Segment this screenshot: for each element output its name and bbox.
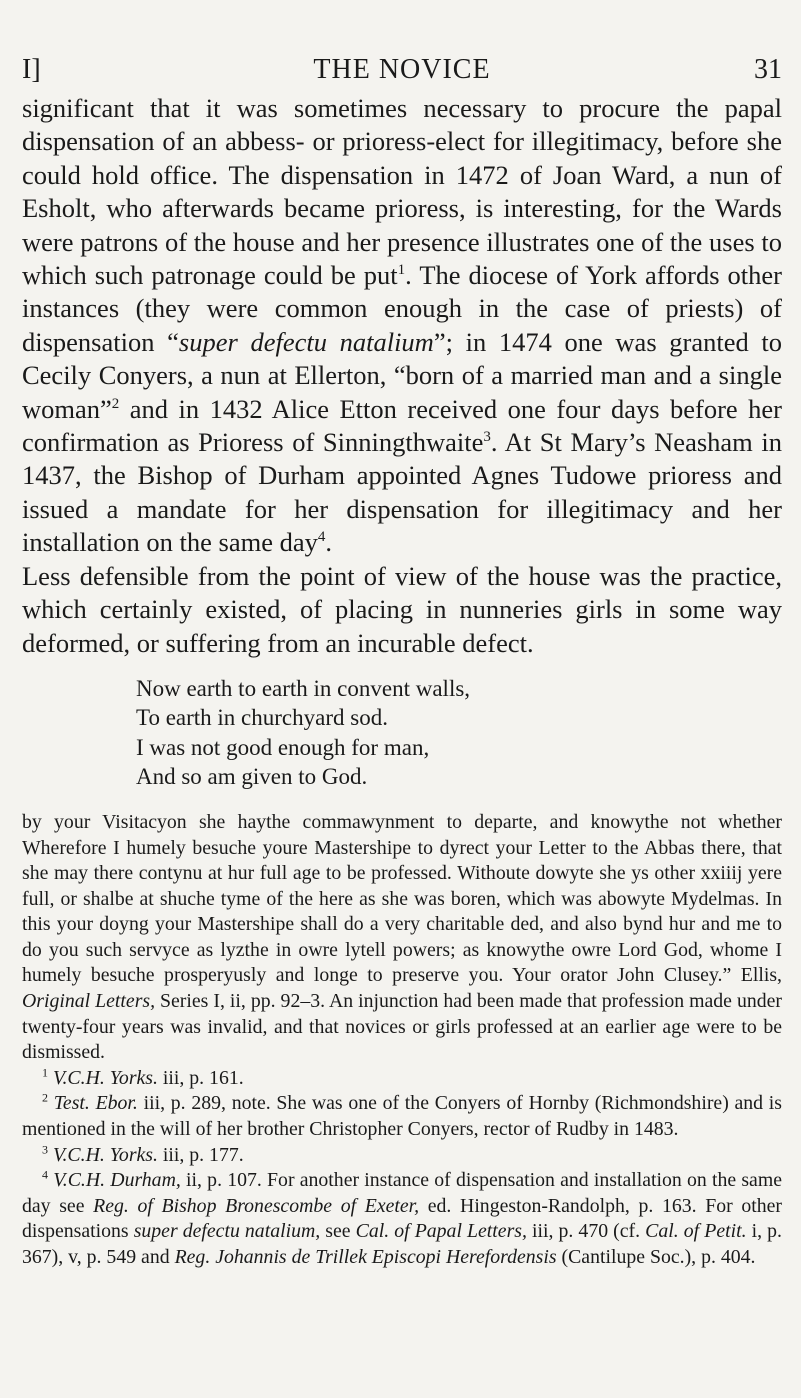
- footnote-ref: 3: [483, 429, 491, 446]
- paragraph-1: [22, 92, 782, 560]
- text-run: ”; in 1474 one was granted to Cecily Conyers, a nun at Ellerton, “born of a married man and a single woman”: [22, 326, 782, 424]
- text-run: ii, p. 107. For another instance of dispensation and installation on the same day see: [22, 1169, 782, 1217]
- footnote-3: [22, 1143, 782, 1169]
- text-run: by your Visitacyon she haythe commawynment to departe, and knowythe not whether Wherefore I humely besuche youre Mastershipe to dyrect your Letter to the Abbas there, that she may there contynu at hur full age to be professed. Withoute dowyte she ys other xxiiij yere full, or shalbe at shuche tyme of the here as she was boren, which was abowyte Mydelmas. In this your doyng your Mastershipe shall do a very charitable ded, and also bynd hur and me to do you such servyce as lyzthe in owre lytell powers; as knowythe owre Lord God, whome I humely besuche prosperyusly and longe to preserve you. Your orator John Clusey.” Ellis,: [22, 810, 782, 987]
- paragraph-2: Less defensible from the point of view of the house was the practice, which certainly existed, of placing in nunneries girls in some way deformed, or suffering from an incurable defect.: [22, 560, 782, 658]
- text-run: .: [325, 527, 332, 558]
- italic-phrase: super defectu natalium: [178, 326, 434, 357]
- chapter-number: I]: [22, 54, 41, 85]
- text-run: see: [320, 1220, 356, 1243]
- footnote-ref: 1: [397, 262, 406, 279]
- footnote-mark: 1: [42, 1065, 48, 1080]
- running-title: THE NOVICE: [313, 54, 491, 85]
- italic-title: V.C.H. Durham,: [53, 1169, 181, 1192]
- text-run: . At St Mary’s Neasham in 1437, the Bishop of Durham appointed Agnes Tudowe prioress and issued a mandate for her dispensation for illegitimacy and her installation on the same day: [22, 427, 782, 558]
- verse-line: To earth in churchyard sod.: [136, 705, 388, 731]
- text-run: Series I,: [155, 990, 230, 1013]
- footnote-mark: 3: [42, 1142, 48, 1157]
- footnote-continuation: [22, 810, 782, 1066]
- text-run: ed. Hingeston-Randolph, p. 163. For other dispensations: [22, 1194, 782, 1243]
- italic-title: V.C.H. Yorks.: [52, 1066, 158, 1089]
- footnote-mark: 2: [42, 1090, 48, 1105]
- text-run: (Cantilupe Soc.), p. 404.: [556, 1246, 756, 1268]
- text-run: , pp. 92–3. An injunction had been made that profession made under twenty-four years was invalid, and that novices or girls professed at an earlier age were to be dismissed.: [22, 990, 782, 1064]
- footnote-ref: 4: [317, 529, 326, 546]
- verse-quote: [22, 674, 782, 792]
- italic-title: Reg. Johannis de Trillek Episcopi Herefordensis: [174, 1246, 557, 1268]
- footnote-2: [22, 1091, 782, 1142]
- text-run: . The diocese of York affords other instances (they were common enough in the case of priests) of dispensation “: [22, 260, 782, 357]
- verse-line: I was not good enough for man,: [136, 734, 430, 760]
- verse-line: And so am given to God.: [136, 764, 368, 790]
- text-run: significant that it was sometimes necessary to procure the papal dispensation of an abbess- or prioress-elect for illegitimacy, before she could hold office. The dispensation in 1472 of Joan Ward, a nun of Esholt, who afterwards became prioress, is interesting, for the Wards were patrons of the house and her presence illustrates one of the uses to which such patronage could be put: [22, 93, 782, 291]
- page-number: 31: [754, 54, 782, 85]
- running-header: [22, 0, 782, 92]
- italic-title: V.C.H. Yorks.: [52, 1143, 158, 1166]
- italic-title: Original Letters,: [22, 990, 156, 1013]
- text-run: ii: [229, 990, 241, 1013]
- verse-line: Now earth to earth in convent walls,: [136, 675, 471, 701]
- footnotes: [22, 810, 782, 1271]
- italic-title: Test. Ebor.: [53, 1092, 138, 1115]
- footnote-ref: 2: [111, 395, 120, 412]
- text-run: iii, p. 161.: [157, 1066, 244, 1089]
- text-run: iii, p. 177.: [157, 1143, 244, 1166]
- footnote-mark: 4: [42, 1167, 48, 1182]
- text-run: iii, p. 470 (cf.: [526, 1220, 646, 1243]
- italic-title: Reg. of Bishop Bronescombe of Exeter,: [93, 1194, 420, 1217]
- main-text: [22, 92, 782, 660]
- text-run: iii, p. 289, note. She was one of the Conyers of Hornby (Richmondshire) and is mentioned in the will of her brother Christopher Conyers, rector of Rudby in 1483.: [22, 1092, 782, 1141]
- italic-title: Cal. of Papal Letters,: [355, 1220, 527, 1243]
- footnote-1: [22, 1066, 782, 1092]
- text-run: and in 1432 Alice Etton received one four days before her confirmation as Prioress of Sinningthwaite: [22, 393, 782, 458]
- footnote-4: [22, 1168, 782, 1270]
- book-page: [22, 0, 782, 1271]
- text-run: i, p. 367), v, p. 549 and: [22, 1220, 782, 1268]
- italic-title: super defectu natalium,: [133, 1220, 321, 1243]
- italic-title: Cal. of Petit.: [645, 1220, 747, 1243]
